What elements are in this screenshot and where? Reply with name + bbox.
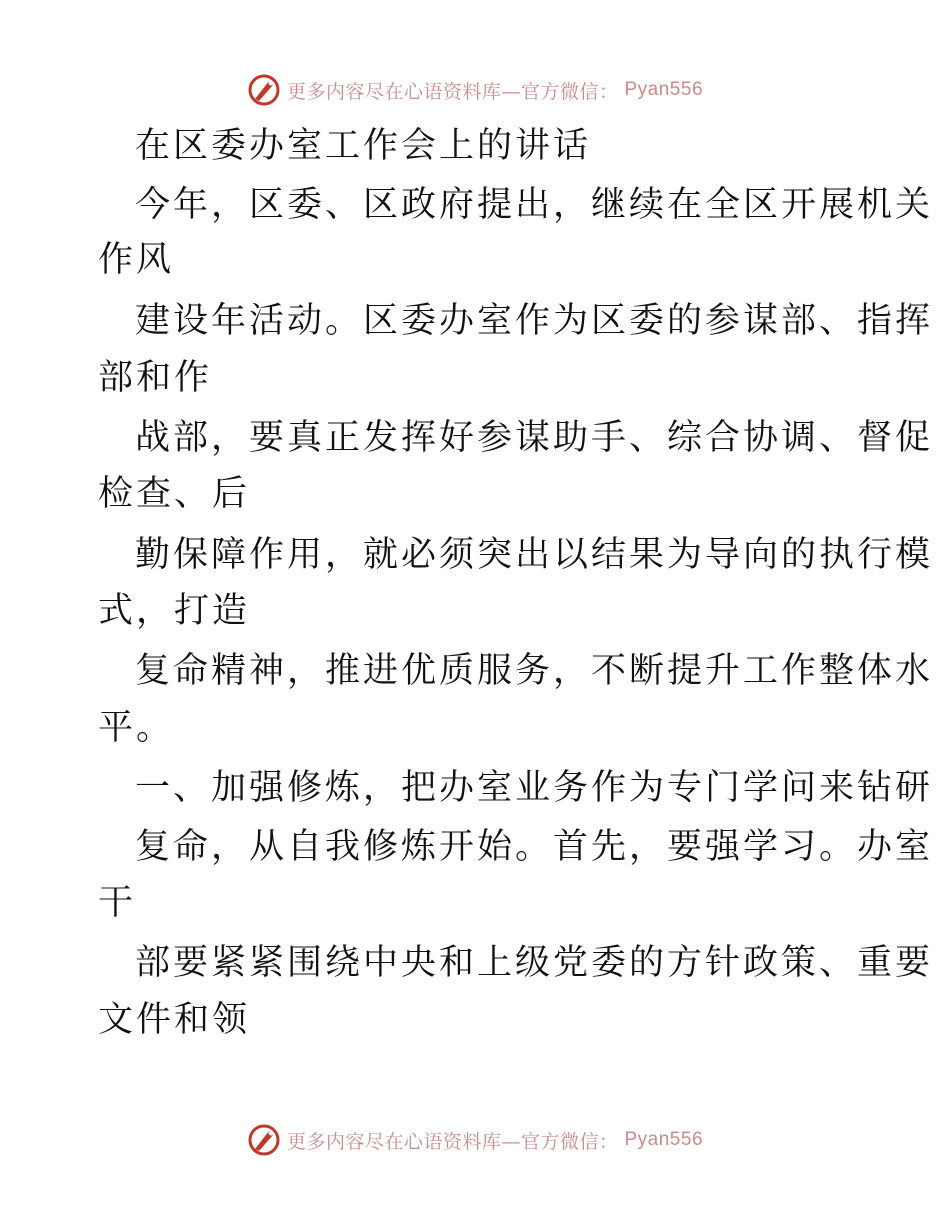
doc-line: 平。: [98, 708, 175, 748]
doc-line: 建设年活动。区委办室作为区委的参谋部、指挥: [135, 301, 934, 341]
doc-line: 式，打造: [98, 591, 251, 631]
doc-line: 干: [98, 883, 137, 923]
doc-line: 今年，区委、区政府提出，继续在全区开展机关: [135, 185, 934, 225]
watermark-brand: Pyan556: [624, 1129, 704, 1150]
doc-line: 一、加强修炼，把办室业务作为专门学问来钻研: [135, 768, 934, 808]
pen-logo-icon: [247, 1123, 281, 1157]
doc-line-title: 在区委办室工作会上的讲话: [135, 126, 592, 166]
watermark-brand: Pyan556: [624, 79, 704, 100]
watermark-text: 更多内容尽在心语资料库—官方微信：: [286, 80, 619, 103]
doc-line: 文件和领: [98, 1000, 251, 1040]
doc-line: 检查、后: [98, 474, 251, 514]
footer-watermark: [0, 1120, 950, 1160]
doc-line: 勤保障作用，就必须突出以结果为导向的执行模: [135, 535, 934, 575]
doc-line: 作风: [98, 240, 175, 280]
watermark-text: 更多内容尽在心语资料库—官方微信：: [286, 1130, 619, 1153]
doc-line: 部和作: [98, 358, 213, 398]
doc-line: 部要紧紧围绕中央和上级党委的方针政策、重要: [135, 943, 934, 983]
doc-line: 战部，要真正发挥好参谋助手、综合协调、督促: [135, 418, 934, 458]
pen-logo-icon: [247, 73, 281, 107]
doc-line: 复命精神，推进优质服务，不断提升工作整体水: [135, 651, 934, 691]
header-watermark: [0, 70, 950, 110]
doc-line: 复命，从自我修炼开始。首先，要强学习。办室: [135, 827, 934, 867]
